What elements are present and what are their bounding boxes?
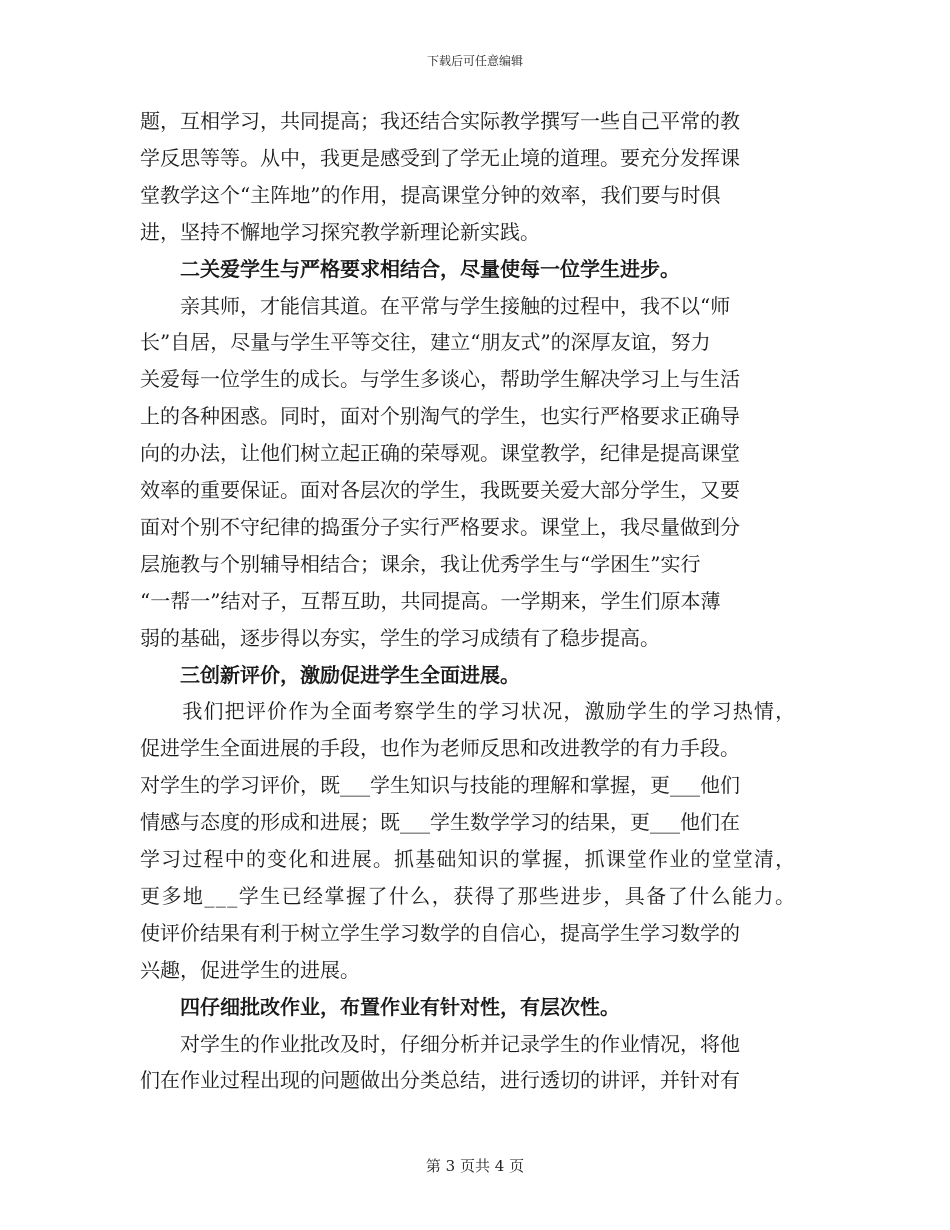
body-line: 亲其师，才能信其道。在平常与学生接触的过程中，我不以“师 — [140, 293, 731, 318]
section-heading: 三创新评价，激励促进学生全面进展。 — [140, 662, 520, 687]
body-line: “一帮一”结对子，互帮互助，共同提高。一学期来，学生们原本薄 — [140, 588, 721, 613]
body-line: 促进学生全面进展的手段，也作为老师反思和改进教学的有力手段。 — [140, 736, 740, 761]
body-line: 对学生的学习评价，既___学生知识与技能的理解和掌握，更___他们 — [140, 773, 740, 798]
body-line: 情感与态度的形成和进展；既___学生数学学习的结果，更___他们在 — [140, 810, 740, 835]
body-line: 我们把评价作为全面考察学生的学习状况，激励学生的学习热情， — [140, 699, 797, 724]
page-footer: 第 3 页共 4 页 — [425, 1157, 525, 1175]
section-heading: 二关爱学生与严格要求相结合，尽量使每一位学生进步。 — [140, 256, 680, 281]
body-line: 长”自居，尽量与学生平等交往，建立“朋友式”的深厚友谊，努力 — [140, 330, 711, 355]
body-line: 兴趣，促进学生的进展。 — [140, 957, 360, 982]
body-line: 对学生的作业批改及时，仔细分析并记录学生的作业情况，将他 — [140, 1031, 740, 1056]
section-heading: 四仔细批改作业，布置作业有针对性，有层次性。 — [140, 994, 620, 1019]
body-line: 题，互相学习，共同提高；我还结合实际教学撰写一些自己平常的教 — [140, 109, 740, 133]
body-line: 堂教学这个“主阵地”的作用，提高课堂分钟的效率，我们要与时俱 — [140, 182, 721, 207]
page-header: 下载后可任意编辑 — [426, 54, 523, 68]
body-line: 层施教与个别辅导相结合；课余，我让优秀学生与“学困生”实行 — [140, 551, 701, 576]
body-line: 上的各种困惑。同时，面对个别淘气的学生，也实行严格要求正确导 — [140, 404, 740, 429]
body-line: 关爱每一位学生的成长。与学生多谈心，帮助学生解决学习上与生活 — [140, 367, 740, 392]
body-line: 效率的重要保证。面对各层次的学生，我既要关爱大部分学生，又要 — [140, 478, 740, 502]
body-line: 更多地___学生已经掌握了什么，获得了那些进步，具备了什么能力。 — [140, 883, 797, 908]
body-line: 学反思等等。从中，我更是感受到了学无止境的道理。要充分发挥课 — [140, 145, 740, 170]
body-line: 面对个别不守纪律的捣蛋分子实行严格要求。课堂上，我尽量做到分 — [140, 514, 740, 539]
body-line: 学习过程中的变化和进展。抓基础知识的掌握，抓课堂作业的堂堂清， — [140, 847, 797, 871]
body-line: 弱的基础，逐步得以夯实，学生的学习成绩有了稳步提高。 — [140, 625, 660, 650]
body-line: 们在作业过程出现的问题做出分类总结，进行透切的讲评，并针对有 — [140, 1068, 740, 1093]
body-line: 使评价结果有利于树立学生学习数学的自信心，提高学生学习数学的 — [140, 920, 740, 945]
body-line: 进，坚持不懈地学习探究教学新理论新实践。 — [140, 219, 540, 244]
body-line: 向的办法，让他们树立起正确的荣辱观。课堂教学，纪律是提高课堂 — [140, 441, 740, 466]
